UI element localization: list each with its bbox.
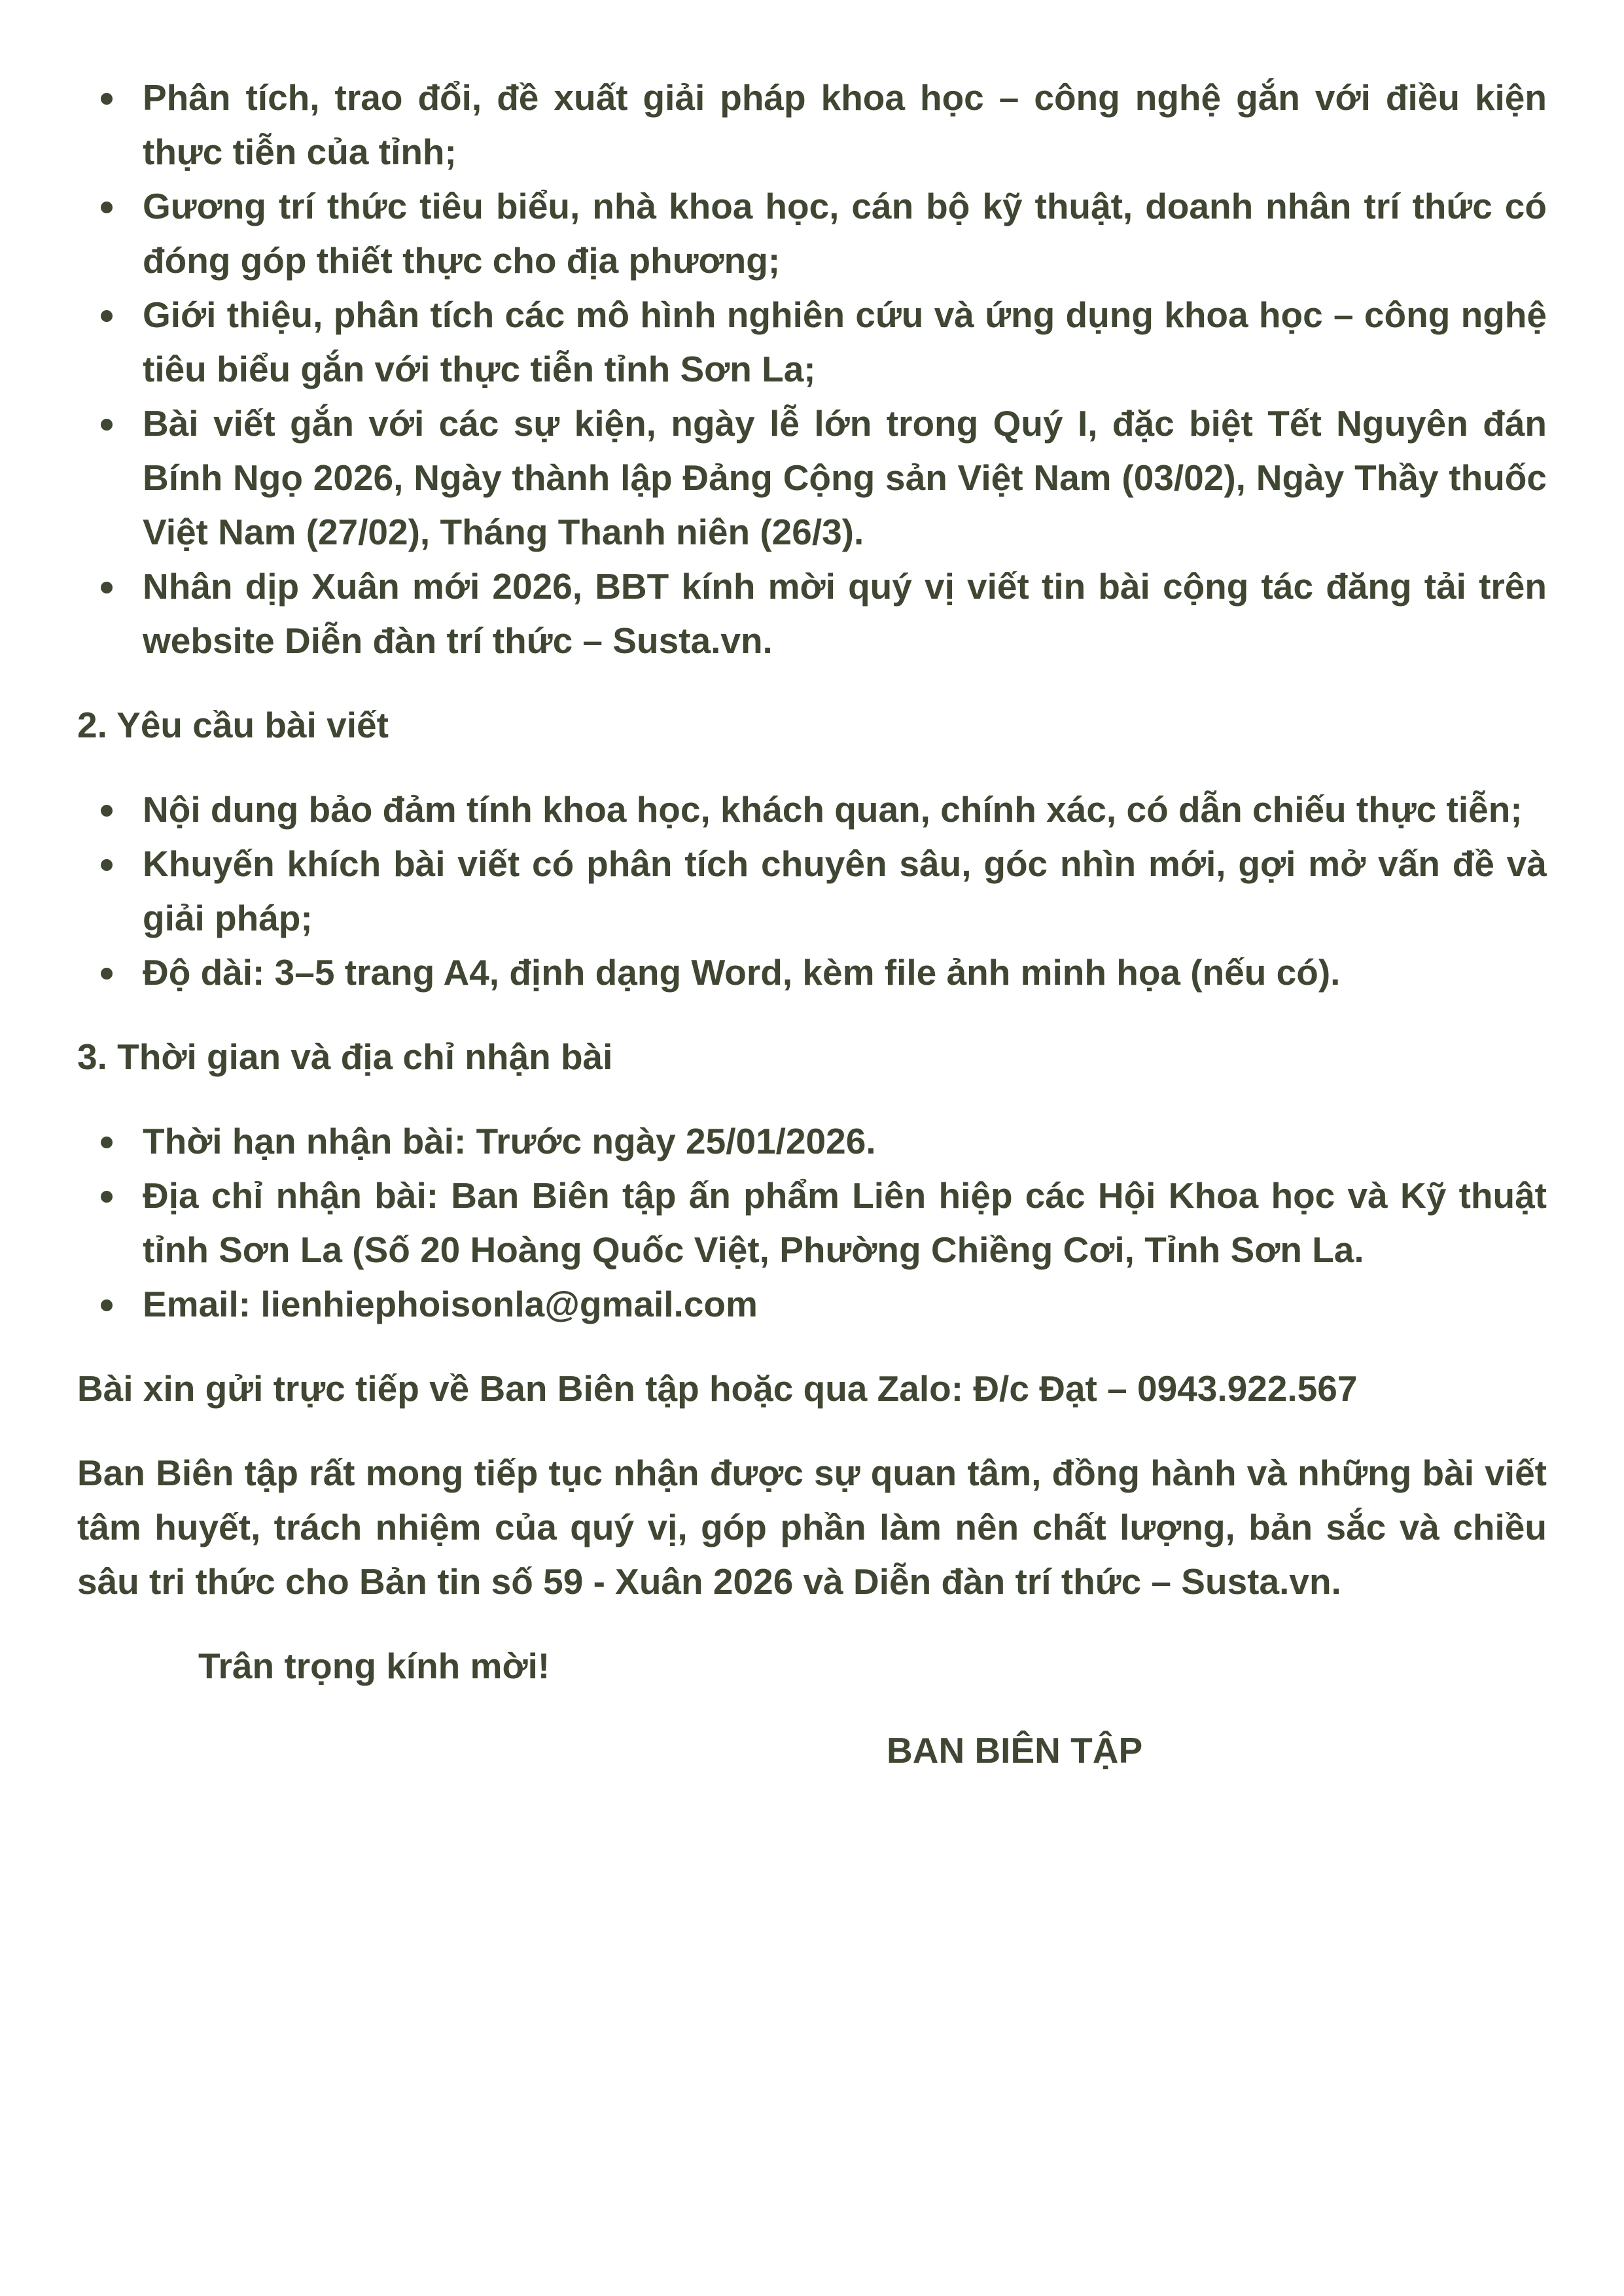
list-item: Thời hạn nhận bài: Trước ngày 25/01/2026. xyxy=(77,1114,1547,1169)
regards-line: Trân trọng kính mời! xyxy=(198,1646,550,1686)
requirements-heading: 2. Yêu cầu bài viết xyxy=(77,705,389,745)
document-page xyxy=(77,71,1547,1778)
submission-heading: 3. Thời gian và địa chỉ nhận bài xyxy=(77,1036,613,1077)
topics-list xyxy=(77,71,1547,668)
list-item: Độ dài: 3–5 trang A4, định dạng Word, kèm file ảnh minh họa (nếu có). xyxy=(77,945,1547,1000)
list-item: Nội dung bảo đảm tính khoa học, khách quan, chính xác, có dẫn chiếu thực tiễn; xyxy=(77,783,1547,837)
list-item: Phân tích, trao đổi, đề xuất giải pháp khoa học – công nghệ gắn với điều kiện thực tiễn của tỉnh; xyxy=(77,71,1547,179)
signature: BAN BIÊN TẬP xyxy=(887,1730,1143,1771)
list-item: Nhân dịp Xuân mới 2026, BBT kính mời quý vị viết tin bài cộng tác đăng tải trên website Diễn đàn trí thức – Susta.vn. xyxy=(77,559,1547,668)
list-item: Địa chỉ nhận bài: Ban Biên tập ấn phẩm Liên hiệp các Hội Khoa học và Kỹ thuật tỉnh Sơn La (Số 20 Hoàng Quốc Việt, Phường Chiềng Cơi, Tỉnh Sơn La. xyxy=(77,1169,1547,1277)
requirements-list xyxy=(77,783,1547,1000)
list-item: Email: lienhiephoisonla@gmail.com xyxy=(77,1277,1547,1332)
contact-line: Bài xin gửi trực tiếp về Ban Biên tập hoặc qua Zalo: Đ/c Đạt – 0943.922.567 xyxy=(77,1368,1358,1409)
list-item: Bài viết gắn với các sự kiện, ngày lễ lớn trong Quý I, đặc biệt Tết Nguyên đán Bính Ngọ 2026, Ngày thành lập Đảng Cộng sản Việt Nam (03/02), Ngày Thầy thuốc Việt Nam (27/02), Tháng Thanh niên (26/3). xyxy=(77,397,1547,559)
list-item: Khuyến khích bài viết có phân tích chuyên sâu, góc nhìn mới, gợi mở vấn đề và giải pháp; xyxy=(77,837,1547,945)
list-item: Gương trí thức tiêu biểu, nhà khoa học, cán bộ kỹ thuật, doanh nhân trí thức có đóng góp thiết thực cho địa phương; xyxy=(77,179,1547,288)
submission-list xyxy=(77,1114,1547,1332)
closing-paragraph: Ban Biên tập rất mong tiếp tục nhận được sự quan tâm, đồng hành và những bài viết tâm huyết, trách nhiệm của quý vị, góp phần làm nên chất lượng, bản sắc và chiều sâu tri thức cho Bản tin số 59 - Xuân 2026 và Diễn đàn trí thức – Susta.vn. xyxy=(77,1453,1547,1602)
list-item: Giới thiệu, phân tích các mô hình nghiên cứu và ứng dụng khoa học – công nghệ tiêu biểu gắn với thực tiễn tỉnh Sơn La; xyxy=(77,288,1547,397)
